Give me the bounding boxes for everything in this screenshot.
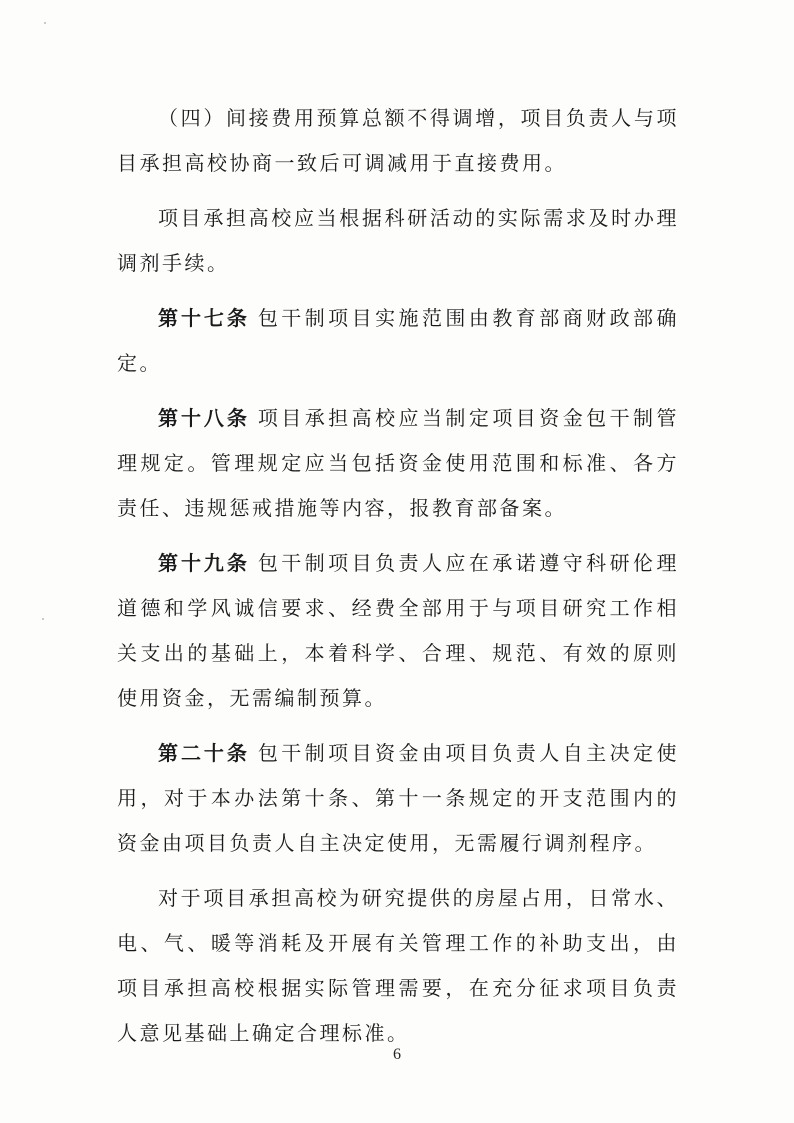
paragraph-text: 对于项目承担高校为研究提供的房屋占用，日常水、电、气、暖等消耗及开展有关管理工作的补助支出，由项目承担高校根据实际管理需要，在充分征求项目负责人意见基础上确定合理标准。 bbox=[117, 886, 679, 1045]
paragraph-text: 包干制项目资金由项目负责人自主决定使用，对于本办法第十条、第十一条规定的开支范围内的资金由项目负责人自主决定使用，无需履行调剂程序。 bbox=[117, 741, 680, 855]
paragraph-article-20 bbox=[117, 731, 679, 866]
page-number: 6 bbox=[393, 1046, 401, 1063]
article-heading: 第十七条 bbox=[158, 306, 250, 330]
paragraph-article-18 bbox=[117, 396, 679, 531]
paragraph-subsidy-standard bbox=[117, 876, 679, 1056]
paragraph-text: 项目承担高校应当制定项目资金包干制管理规定。管理规定应当包括资金使用范围和标准、各方责任、违规惩戒措施等内容，报教育部备案。 bbox=[117, 406, 680, 520]
paragraph-adjustment-procedure bbox=[117, 196, 679, 286]
paragraph-text: 包干制项目负责人应在承诺遵守科研伦理道德和学风诚信要求、经费全部用于与项目研究工作相关支出的基础上，本着科学、合理、规范、有效的原则使用资金，无需编制预算。 bbox=[117, 551, 680, 710]
paragraph-text: 项目承担高校应当根据科研活动的实际需求及时办理调剂手续。 bbox=[117, 206, 679, 275]
document-body bbox=[117, 96, 679, 1066]
article-heading: 第十九条 bbox=[158, 551, 250, 575]
article-heading: 第十八条 bbox=[158, 406, 250, 430]
article-heading: 第二十条 bbox=[158, 741, 250, 765]
scan-speck bbox=[42, 618, 44, 620]
paragraph-article-19 bbox=[117, 541, 679, 721]
paragraph-indirect-cost bbox=[117, 96, 679, 186]
paragraph-text: 包干制项目实施范围由教育部商财政部确定。 bbox=[117, 306, 680, 375]
paragraph-article-17 bbox=[117, 296, 679, 386]
scan-speck bbox=[44, 22, 46, 24]
paragraph-text: （四）间接费用预算总额不得调增，项目负责人与项目承担高校协商一致后可调减用于直接费用。 bbox=[117, 106, 679, 175]
